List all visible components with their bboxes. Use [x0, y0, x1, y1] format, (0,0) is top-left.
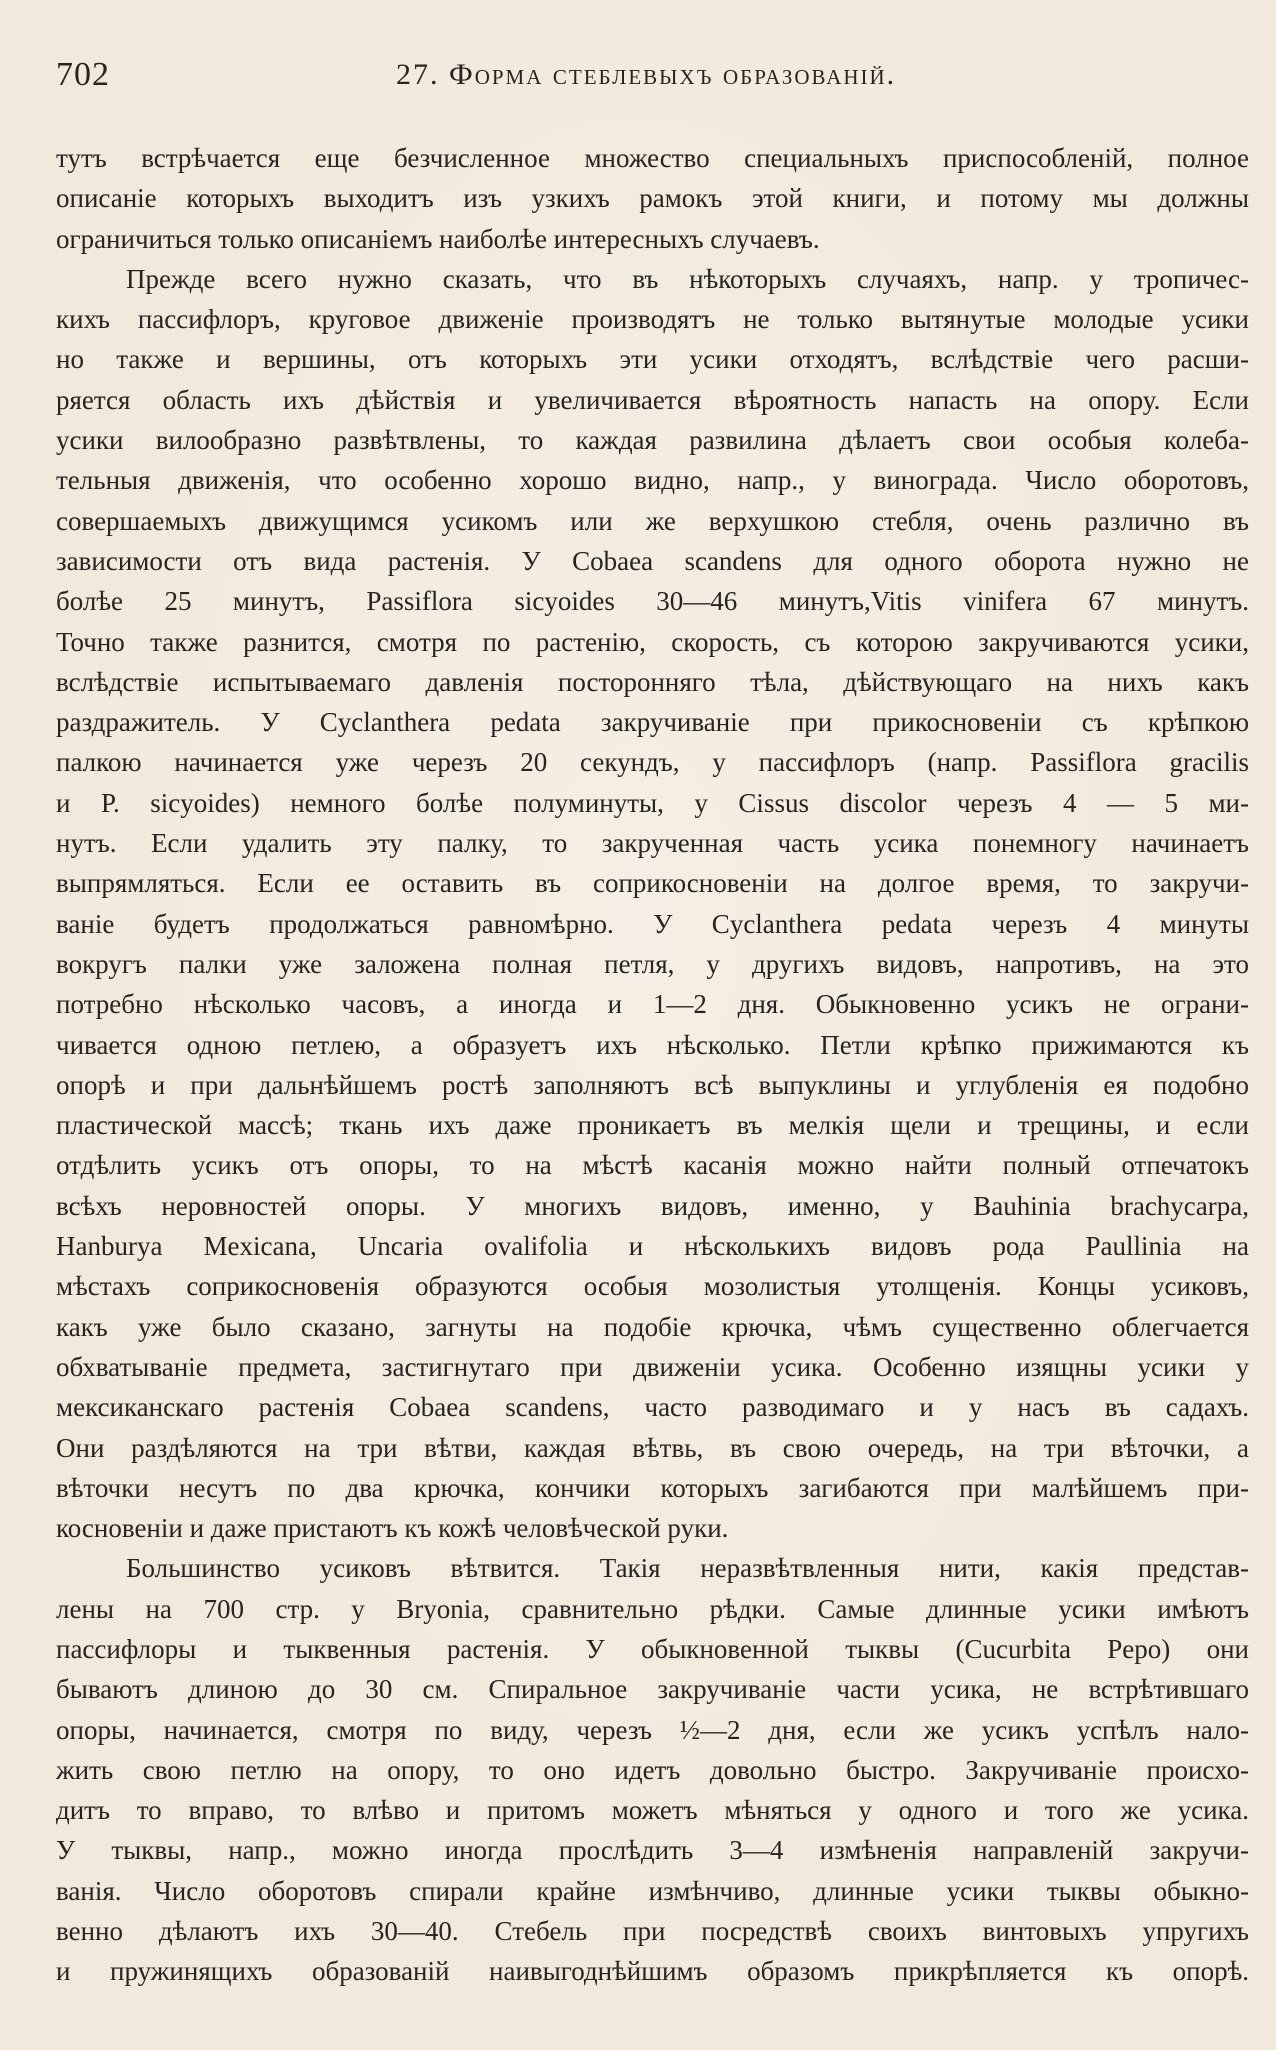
text-line: Прежде всего нужно сказать, что въ нѣкоторыхъ случаяхъ, напр. у тропичес-	[126, 263, 1249, 294]
page-number: 702	[56, 56, 110, 93]
text-line: опорѣ и при дальнѣйшемъ ростѣ заполняютъ всѣ выпуклины и углубленія ея подобно	[56, 1069, 1249, 1100]
text-line: палкою начинается уже черезъ 20 секундъ, у пассифлоръ (напр. Passiflora gracilis	[56, 747, 1249, 778]
text-line: но также и вершины, отъ которыхъ эти усики отходятъ, вслѣдствіе чего расши-	[56, 344, 1249, 375]
body-text	[56, 138, 1249, 1992]
text-line: Они раздѣляются на три вѣтви, каждая вѣтвь, въ свою очередь, на три вѣточки, а	[56, 1432, 1249, 1463]
text-line: всѣхъ неровностей опоры. У многихъ видовъ, именно, у Bauhinia brachycarpa,	[56, 1190, 1249, 1221]
text-line: вокругъ палки уже заложена полная петля, у другихъ видовъ, напротивъ, на это	[56, 948, 1249, 979]
text-line: Точно также разнится, смотря по растенію, скорость, съ которою закручиваются усики,	[56, 626, 1249, 657]
text-line: вѣточки несутъ по два крючка, кончики которыхъ загибаются при малѣйшемъ при-	[56, 1472, 1249, 1503]
text-line: вслѣдствіе испытываемаго давленія посторонняго тѣла, дѣйствующаго на нихъ какъ	[56, 666, 1249, 697]
text-line: зависимости отъ вида растенія. У Cobaea scandens для одного оборота нужно не	[56, 545, 1249, 576]
running-head: 27. Форма стеблевыхъ образованій.	[396, 58, 897, 91]
text-line: мексиканскаго растенія Cobaea scandens, часто разводимаго и у насъ въ садахъ.	[56, 1392, 1249, 1423]
text-line: отдѣлить усикъ отъ опоры, то на мѣстѣ касанія можно найти полный отпечатокъ	[56, 1150, 1249, 1181]
text-line: и пружинящихъ образованій наивыгоднѣйшимъ образомъ прикрѣпляется къ опорѣ.	[56, 1956, 1249, 1987]
text-line: ваніе будетъ продолжаться равномѣрно. У Cyclanthera pedata черезъ 4 минуты	[56, 908, 1249, 939]
text-line: кихъ пассифлоръ, круговое движеніе производятъ не только вытянутые молодые усики	[56, 304, 1249, 335]
text-line: венно дѣлаютъ ихъ 30—40. Стебель при посредствѣ своихъ винтовыхъ упругихъ	[56, 1916, 1249, 1947]
text-line: ряется область ихъ дѣйствія и увеличивается вѣроятность напасть на опору. Если	[56, 384, 1249, 415]
text-line: нутъ. Если удалить эту палку, то закрученная часть усика понемногу начинаетъ	[56, 828, 1249, 859]
text-line: обхватываніе предмета, застигнутаго при движеніи усика. Особенно изящны усики у	[56, 1351, 1249, 1382]
text-line: чивается одною петлею, а образуетъ ихъ нѣсколько. Петли крѣпко прижимаются къ	[56, 1029, 1249, 1060]
text-line: тельныя движенія, что особенно хорошо видно, напр., у винограда. Число оборотовъ,	[56, 465, 1249, 496]
text-line: мѣстахъ соприкосновенія образуются особыя мозолистыя утолщенія. Концы усиковъ,	[56, 1271, 1249, 1302]
text-line: дитъ то вправо, то влѣво и притомъ можетъ мѣняться у одного и того же усика.	[56, 1795, 1249, 1826]
text-line: ванія. Число оборотовъ спирали крайне измѣнчиво, длинные усики тыквы обыкно-	[56, 1875, 1249, 1906]
text-line: бываютъ длиною до 30 см. Спиральное закручиваніе части усика, не встрѣтившаго	[56, 1674, 1249, 1705]
text-line: описаніе которыхъ выходитъ изъ узкихъ рамокъ этой книги, и потому мы должны	[56, 183, 1249, 214]
text-line: опоры, начинается, смотря по виду, черезъ ½—2 дня, если же усикъ успѣлъ нало-	[56, 1714, 1249, 1745]
text-line: лены на 700 стр. у Bryonia, сравнительно рѣдки. Самые длинные усики имѣютъ	[56, 1593, 1249, 1624]
text-line: потребно нѣсколько часовъ, а иногда и 1—2 дня. Обыкновенно усикъ не ограни-	[56, 989, 1249, 1020]
text-line: усики вилообразно развѣтвлены, то каждая развилина дѣлаетъ свои особыя колеба-	[56, 425, 1249, 456]
text-line: выпрямляться. Если ее оставить въ соприкосновеніи на долгое время, то закручи-	[56, 868, 1249, 899]
text-line: совершаемыхъ движущимся усикомъ или же верхушкою стебля, очень различно въ	[56, 505, 1249, 536]
text-line: пластической массѣ; ткань ихъ даже проникаетъ въ мелкія щели и трещины, и если	[56, 1110, 1249, 1141]
text-line: и P. sicyoides) немного болѣе полуминуты, у Cissus discolor черезъ 4 — 5 ми-	[56, 787, 1249, 818]
text-line: У тыквы, напр., можно иногда прослѣдить 3—4 измѣненія направленій закручи-	[56, 1835, 1249, 1866]
text-line: пассифлоры и тыквенныя растенія. У обыкновенной тыквы (Cucurbita Pepo) они	[56, 1633, 1249, 1664]
text-line: раздражитель. У Cyclanthera pedata закручиваніе при прикосновеніи съ крѣпкою	[56, 707, 1249, 738]
page-header	[56, 56, 1246, 106]
text-line: Большинство усиковъ вѣтвится. Такія неразвѣтвленныя нити, какія представ-	[126, 1553, 1249, 1584]
text-line: жить свою петлю на опору, то оно идетъ довольно быстро. Закручиваніе происхо-	[56, 1754, 1249, 1785]
text-line: ограничиться только описаніемъ наиболѣе интересныхъ случаевъ.	[56, 223, 820, 254]
text-line: косновеніи и даже пристаютъ къ кожѣ человѣческой руки.	[56, 1513, 729, 1544]
text-line: Hanburya Mexicana, Uncaria ovalifolia и нѣсколькихъ видовъ рода Paullinia на	[56, 1231, 1249, 1262]
text-line: тутъ встрѣчается еще безчисленное множество специальныхъ приспособленій, полное	[56, 143, 1249, 173]
text-line: какъ уже было сказано, загнуты на подобіе крючка, чѣмъ существенно облегчается	[56, 1311, 1249, 1342]
text-line: болѣе 25 минутъ, Passiflora sicyoides 30—46 минутъ,Vitis vinifera 67 минутъ.	[56, 586, 1249, 617]
